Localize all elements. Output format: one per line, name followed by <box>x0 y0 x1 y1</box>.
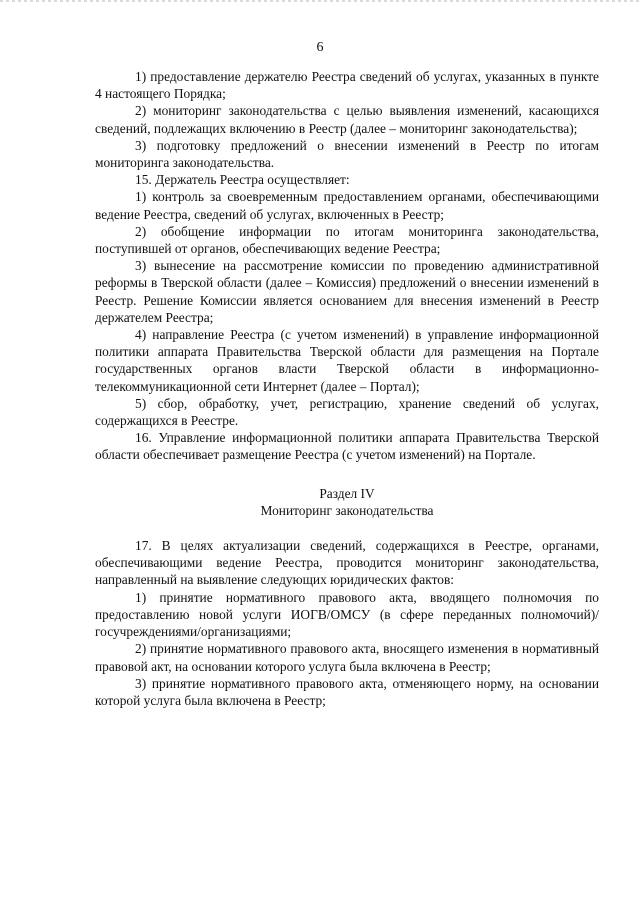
paragraph: 1) предоставление держателю Реестра сведений об услугах, указанных в пункте 4 настоящего Порядка; <box>95 69 599 102</box>
section-title: Мониторинг законодательства <box>260 502 434 518</box>
paragraph: 2) обобщение информации по итогам мониторинга законодательства, поступившей от органов, обеспечивающих ведение Реестра; <box>95 223 599 257</box>
scan-artifact <box>0 0 640 2</box>
section-number: Раздел IV <box>319 485 375 501</box>
page-number: 6 <box>316 40 324 55</box>
paragraph: 2) принятие нормативного правового акта, вносящего изменения в нормативный правовой акт, на основании которого услуга была включена в Реестр; <box>95 641 599 674</box>
paragraph: 17. В целях актуализации сведений, содержащихся в Реестре, органами, обеспечивающими ведение Реестра, проводится мониторинг законодательства, направленный на выявление следующих юридических фактов: <box>95 538 599 588</box>
paragraph: 1) контроль за своевременным предоставлением органами, обеспечивающими ведение Реестра, сведений об услугах, включенных в Реестр; <box>95 189 599 222</box>
paragraph: 3) вынесение на рассмотрение комиссии по проведению административной реформы в Тверской области (далее – Комиссия) предложений о внесении изменений в Реестр. Решение Комиссии является основанием для внесения изменений в Реестр держателем Реестра; <box>95 258 599 325</box>
paragraph: 2) мониторинг законодательства с целью выявления изменений, касающихся сведений, подлежащих включению в Реестр (далее – мониторинг законодательства); <box>95 103 599 136</box>
paragraph: 15. Держатель Реестра осуществляет: <box>135 172 350 188</box>
paragraph: 1) принятие нормативного правового акта, вводящего полномочия по предоставлению новой услуги ИОГВ/ОМСУ (в сфере переданных полномочий)/госучреждениями/организациями; <box>95 589 599 640</box>
paragraph: 4) направление Реестра (с учетом изменений) в управление информационной политики аппарата Правительства Тверской области для размещения на Портале государственных органов власти Тверской области в информационно-телекоммуникационной сети Интернет (далее – Портал); <box>95 327 599 394</box>
paragraph: 3) подготовку предложений о внесении изменений в Реестр по итогам мониторинга законодательства. <box>95 137 599 171</box>
paragraph: 3) принятие нормативного правового акта, отменяющего норму, на основании которой услуга была включена в Реестр; <box>95 675 599 708</box>
paragraph: 5) сбор, обработку, учет, регистрацию, хранение сведений об услугах, содержащихся в Реестре. <box>95 395 599 429</box>
paragraph: 16. Управление информационной политики аппарата Правительства Тверской области обеспечивает размещение Реестра (с учетом изменений) на Портале. <box>95 430 599 463</box>
document-body <box>95 68 599 709</box>
